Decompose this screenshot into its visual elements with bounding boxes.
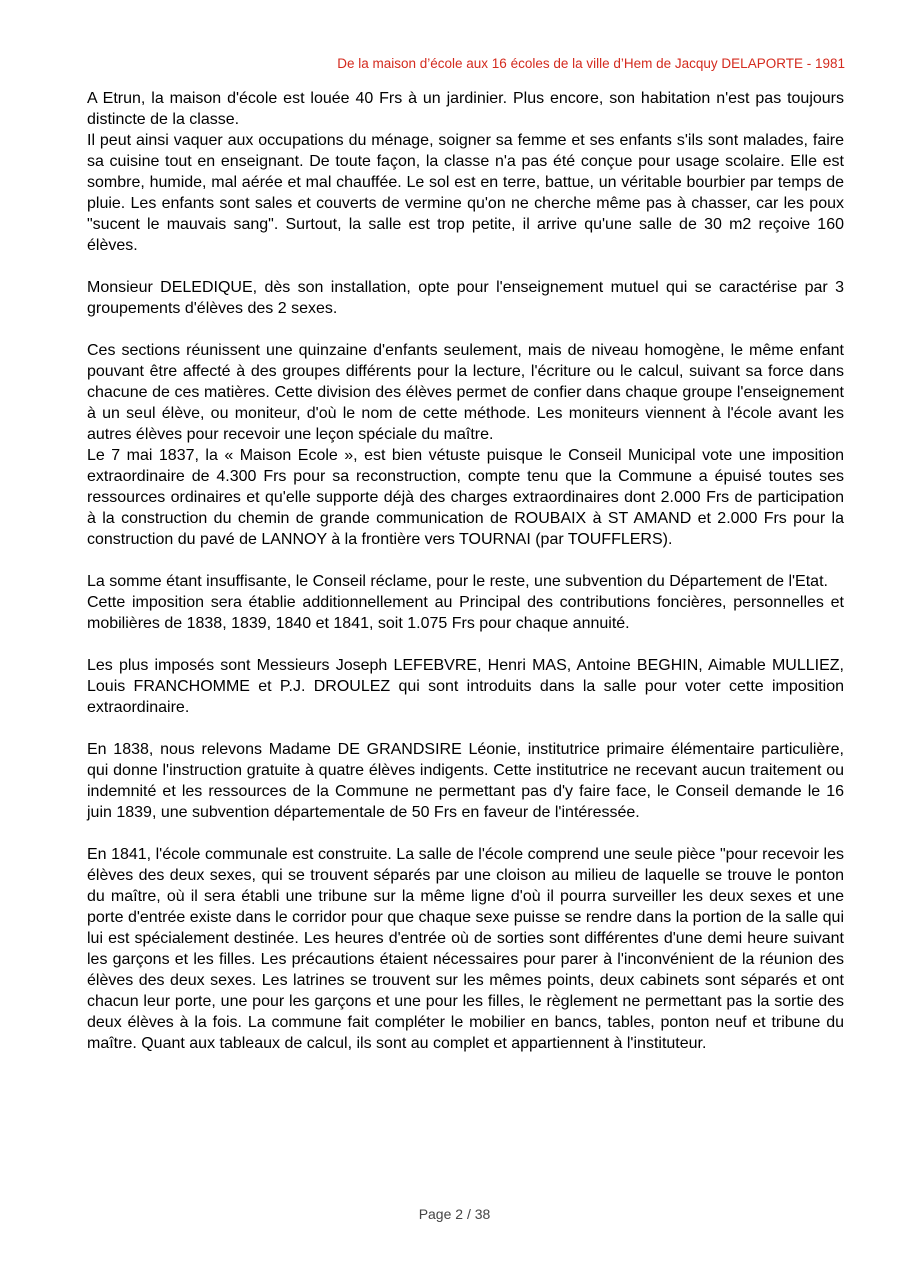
paragraph-spacer xyxy=(87,319,844,340)
running-header: De la maison d’école aux 16 écoles de la ville d’Hem de Jacquy DELAPORTE - 1981 xyxy=(337,56,845,71)
paragraph-spacer xyxy=(87,823,844,844)
paragraph: Les plus imposés sont Messieurs Joseph LEFEBVRE, Henri MAS, Antoine BEGHIN, Aimable MULLIEZ, Louis FRANCHOMME et P.J. DROULEZ qui sont introduits dans la salle pour voter cette imposition extraordinaire. xyxy=(87,657,844,716)
page-number: Page 2 / 38 xyxy=(418,1206,491,1222)
paragraph: Le 7 mai 1837, la « Maison Ecole », est bien vétuste puisque le Conseil Municipal vote une imposition extraordinaire de 4.300 Frs pour sa reconstruction, compte tenu que la Commune a épuisé toutes ses ressources ordinaires et qu'elle supporte déjà des charges extraordinaires dont 2.000 Frs de participation à la construction du chemin de grande communication de ROUBAIX à ST AMAND et 2.000 Frs pour la construction du pavé de LANNOY à la frontière vers TOURNAI (par TOUFFLERS). xyxy=(87,447,844,548)
body-text xyxy=(87,88,844,1054)
paragraph: Ces sections réunissent une quinzaine d'enfants seulement, mais de niveau homogène, le même enfant pouvant être affecté à des groupes différents pour la lecture, l'écriture ou le calcul, suivant sa force dans chacune de ces matières. Cette division des élèves permet de confier dans chaque groupe l'enseignement à un seul élève, ou moniteur, d'où le nom de cette méthode. Les moniteurs viennent à l'école avant les autres élèves pour recevoir une leçon spéciale du maître. xyxy=(87,342,844,443)
paragraph-spacer xyxy=(87,634,844,655)
paragraph-spacer xyxy=(87,550,844,571)
paragraph: En 1841, l'école communale est construite. La salle de l'école comprend une seule pièce "pour recevoir les élèves des deux sexes, qui se trouvent séparés par une cloison au milieu de laquelle se trouve le ponton du maître, où il sera établi une tribune sur la même ligne d'où il pourra surveiller les deux sexes et une porte d'entrée existe dans le corridor pour que chaque sexe puisse se rendre dans la portion de la salle qui lui est spécialement destinée. Les heures d'entrée où de sorties sont différentes d'une demi heure suivant les garçons et les filles. Les précautions étaient nécessaires pour parer à l'inconvénient de la réunion des élèves des deux sexes. Les latrines se trouvent sur les mêmes points, deux cabinets sont séparés et ont chacun leur porte, une pour les garçons et une pour les filles, le règlement ne permettant pas la sortie des deux élèves à la fois. La commune fait compléter le mobilier en bancs, tables, ponton neuf et tribune du maître. Quant aux tableaux de calcul, ils sont au complet et appartiennent à l'instituteur. xyxy=(87,846,844,1052)
paragraph-spacer xyxy=(87,256,844,277)
paragraph: En 1838, nous relevons Madame DE GRANDSIRE Léonie, institutrice primaire élémentaire particulière, qui donne l'instruction gratuite à quatre élèves indigents. Cette institutrice ne recevant aucun traitement ou indemnité et les ressources de la Commune ne permettant pas d'y faire face, le Conseil demande le 16 juin 1839, une subvention départementale de 50 Frs en faveur de l'intéressée. xyxy=(87,741,844,821)
paragraph: A Etrun, la maison d'école est louée 40 Frs à un jardinier. Plus encore, son habitation n'est pas toujours distincte de la classe. xyxy=(87,90,844,128)
paragraph: Cette imposition sera établie additionnellement au Principal des contributions foncières, personnelles et mobilières de 1838, 1839, 1840 et 1841, soit 1.075 Frs pour chaque annuité. xyxy=(87,594,844,632)
paragraph-spacer xyxy=(87,718,844,739)
paragraph: Il peut ainsi vaquer aux occupations du ménage, soigner sa femme et ses enfants s'ils sont malades, faire sa cuisine tout en enseignant. De toute façon, la classe n'a pas été conçue pour usage scolaire. Elle est sombre, humide, mal aérée et mal chauffée. Le sol est en terre, battue, un véritable bourbier par temps de pluie. Les enfants sont sales et couverts de vermine qu'on ne cherche même pas à chasser, car les poux "sucent le mauvais sang". Surtout, la salle est trop petite, il arrive qu'une salle de 30 m2 reçoive 160 élèves. xyxy=(87,132,844,254)
paragraph: La somme étant insuffisante, le Conseil réclame, pour le reste, une subvention du Département de l'Etat. xyxy=(87,573,828,590)
paragraph: Monsieur DELEDIQUE, dès son installation, opte pour l'enseignement mutuel qui se caractérise par 3 groupements d'élèves des 2 sexes. xyxy=(87,279,844,317)
